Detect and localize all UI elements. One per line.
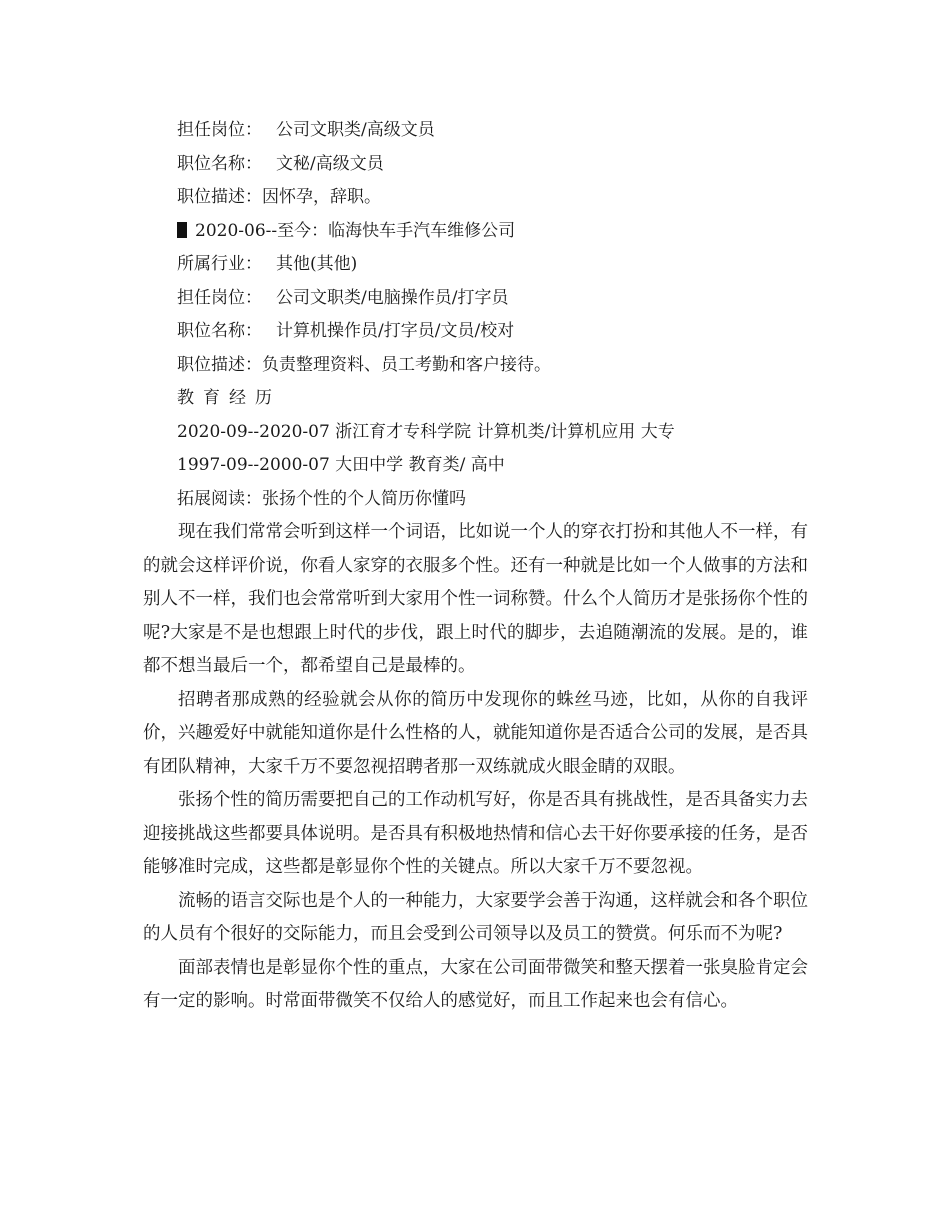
education-item: 1997-09--2000-07 大田中学 教育类/ 高中 [177,455,505,475]
job2-desc-value: 负责整理资料、员工考勤和客户接待。 [262,354,551,375]
extended-reading-heading: 拓展阅读：张扬个性的个人简历你懂吗 [177,488,466,509]
job1-desc-row [143,181,808,215]
job2-desc-row [143,349,808,383]
job1-position-value: 公司文职类/高级文员 [276,120,435,140]
education-heading: 教育经历 [177,388,281,408]
bullet-marker-icon [177,222,187,238]
job2-position-label: 担任岗位： [177,287,262,308]
body-paragraph: 面部表情也是彰显你个性的重点，大家在公司面带微笑和整天摆着一张臭脸肯定会有一定的影响。时常面带微笑不仅给人的感觉好，而且工作起来也会有信心。 [143,957,808,1011]
body-paragraph: 张扬个性的简历需要把自己的工作动机写好，你是否具有挑战性，是否具备实力去迎接挑战这些都要具体说明。是否具有积极地热情和信心去干好你要承接的任务，是否能够准时完成，这些都是彰显你个性的关键点。所以大家千万不要忽视。 [143,790,808,877]
job2-industry-label: 所属行业： [177,254,262,274]
education-item: 2020-09--2020-07 浙江育才专科学院 计算机类/计算机应用 大专 [177,421,675,442]
body-paragraph: 招聘者那成熟的经验就会从你的简历中发现你的蛛丝马迹，比如，从你的自我评价，兴趣爱好中就能知道你是什么性格的人，就能知道你是否适合公司的发展，是否具有团队精神，大家千万不要忽视招聘者那一双练就成火眼金睛的双眼。 [143,689,808,777]
body-paragraph: 流畅的语言交际也是个人的一种能力，大家要学会善于沟通，这样就会和各个职位的人员有个很好的交际能力，而且会受到公司领导以及员工的赞赏。何乐而不为呢? [143,890,808,944]
job2-position-value: 公司文职类/电脑操作员/打字员 [276,287,509,308]
job1-title-row [143,148,808,182]
job2-header: 2020-06--至今：临海快车手汽车维修公司 [195,220,516,241]
job2-desc-label: 职位描述： [177,354,262,375]
job1-title-label: 职位名称： [177,153,262,174]
job1-desc-value: 因怀孕，辞职。 [262,187,381,207]
body-paragraph: 现在我们常常会听到这样一个词语，比如说一个人的穿衣打扮和其他人不一样，有的就会这样评价说，你看人家穿的衣服多个性。还有一种就是比如一个人做事的方法和别人不一样，我们也会常常听到大家用个性一词称赞。什么个人简历才是张扬你个性的呢?大家是不是也想跟上时代的步伐，跟上时代的脚步，去追随潮流的发展。是的，谁都不想当最后一个，都希望自己是最棒的。 [143,522,808,676]
job1-title-value: 文秘/高级文员 [276,153,384,174]
job2-header-row [143,215,808,249]
job1-position-row [143,114,808,148]
job1-position-label: 担任岗位： [177,120,262,140]
job2-position-row [143,282,808,316]
job2-title-row [143,315,808,349]
document-body [143,114,808,1019]
job2-title-label: 职位名称： [177,321,262,341]
job2-title-value: 计算机操作员/打字员/文员/校对 [276,321,515,341]
job2-industry-value: 其他(其他) [276,254,358,274]
job2-industry-row [143,248,808,282]
job1-desc-label: 职位描述： [177,187,262,207]
